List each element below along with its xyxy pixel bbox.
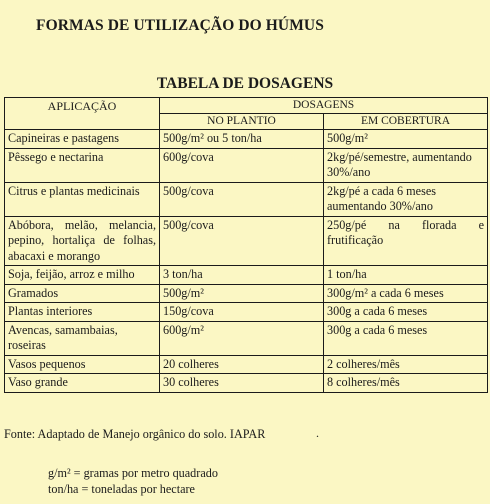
column-header-aplicacao: APLICAÇÃO — [5, 98, 160, 130]
column-header-em-cobertura: EM COBERTURA — [324, 114, 488, 130]
cell-aplicacao: Pêssego e nectarina — [5, 148, 160, 182]
page-heading: FORMAS DE UTILIZAÇÃO DO HÚMUS — [36, 17, 324, 34]
cell-plantio: 150g/cova — [160, 303, 324, 322]
legend-tonha: ton/ha = toneladas por hectare — [48, 482, 195, 496]
cell-plantio: 500g/m² — [160, 284, 324, 303]
table-row — [5, 216, 488, 266]
cell-aplicacao: Soja, feijão, arroz e milho — [5, 266, 160, 285]
source-note: Fonte: Adaptado de Manejo orgânico do solo. IAPAR — [4, 427, 266, 441]
cell-plantio: 30 colheres — [160, 374, 324, 393]
column-header-dosagens: DOSAGENS — [160, 98, 488, 114]
cell-cobertura: 300g a cada 6 meses — [324, 321, 488, 355]
header-row-top — [5, 98, 488, 114]
cell-cobertura: 300g a cada 6 meses — [324, 303, 488, 322]
cell-aplicacao: Capineiras e pastagens — [5, 130, 160, 149]
cell-cobertura: 500g/m² — [324, 130, 488, 149]
column-header-no-plantio: NO PLANTIO — [160, 114, 324, 130]
cell-aplicacao: Avencas, samambaias, roseiras — [5, 321, 160, 355]
table-row — [5, 374, 488, 393]
cell-aplicacao: Vaso grande — [5, 374, 160, 393]
cell-aplicacao: Abóbora, melão, melancia, pepino, hortaliça de folhas, abacaxi e morango — [5, 216, 160, 266]
cell-plantio: 500g/m² ou 5 ton/ha — [160, 130, 324, 149]
cell-plantio: 500g/cova — [160, 216, 324, 266]
cell-plantio: 500g/cova — [160, 182, 324, 216]
cell-aplicacao: Vasos pequenos — [5, 355, 160, 374]
cell-plantio: 600g/m² — [160, 321, 324, 355]
cell-cobertura: 8 colheres/mês — [324, 374, 488, 393]
table-row — [5, 266, 488, 285]
cell-cobertura: 2 colheres/mês — [324, 355, 488, 374]
dosage-table — [4, 97, 488, 393]
cell-cobertura: 300g/m² a cada 6 meses — [324, 284, 488, 303]
legend-gm2: g/m² = gramas por metro quadrado — [48, 466, 218, 480]
cell-aplicacao: Gramados — [5, 284, 160, 303]
table-row — [5, 355, 488, 374]
cell-aplicacao: Citrus e plantas medicinais — [5, 182, 160, 216]
cell-plantio: 3 ton/ha — [160, 266, 324, 285]
table-row — [5, 182, 488, 216]
cell-aplicacao: Plantas interiores — [5, 303, 160, 322]
table-row — [5, 130, 488, 149]
cell-cobertura: 250g/pé na florada e frutificação — [324, 216, 488, 266]
cell-cobertura: 2kg/pé a cada 6 meses aumentando 30%/ano — [324, 182, 488, 216]
table-row — [5, 303, 488, 322]
table-row — [5, 284, 488, 303]
cell-plantio: 20 colheres — [160, 355, 324, 374]
cell-cobertura: 2kg/pé/semestre, aumentando 30%/ano — [324, 148, 488, 182]
table-title: TABELA DE DOSAGENS — [156, 75, 334, 92]
stray-dot: . — [316, 426, 319, 440]
table-row — [5, 321, 488, 355]
cell-plantio: 600g/cova — [160, 148, 324, 182]
cell-cobertura: 1 ton/ha — [324, 266, 488, 285]
table-row — [5, 148, 488, 182]
